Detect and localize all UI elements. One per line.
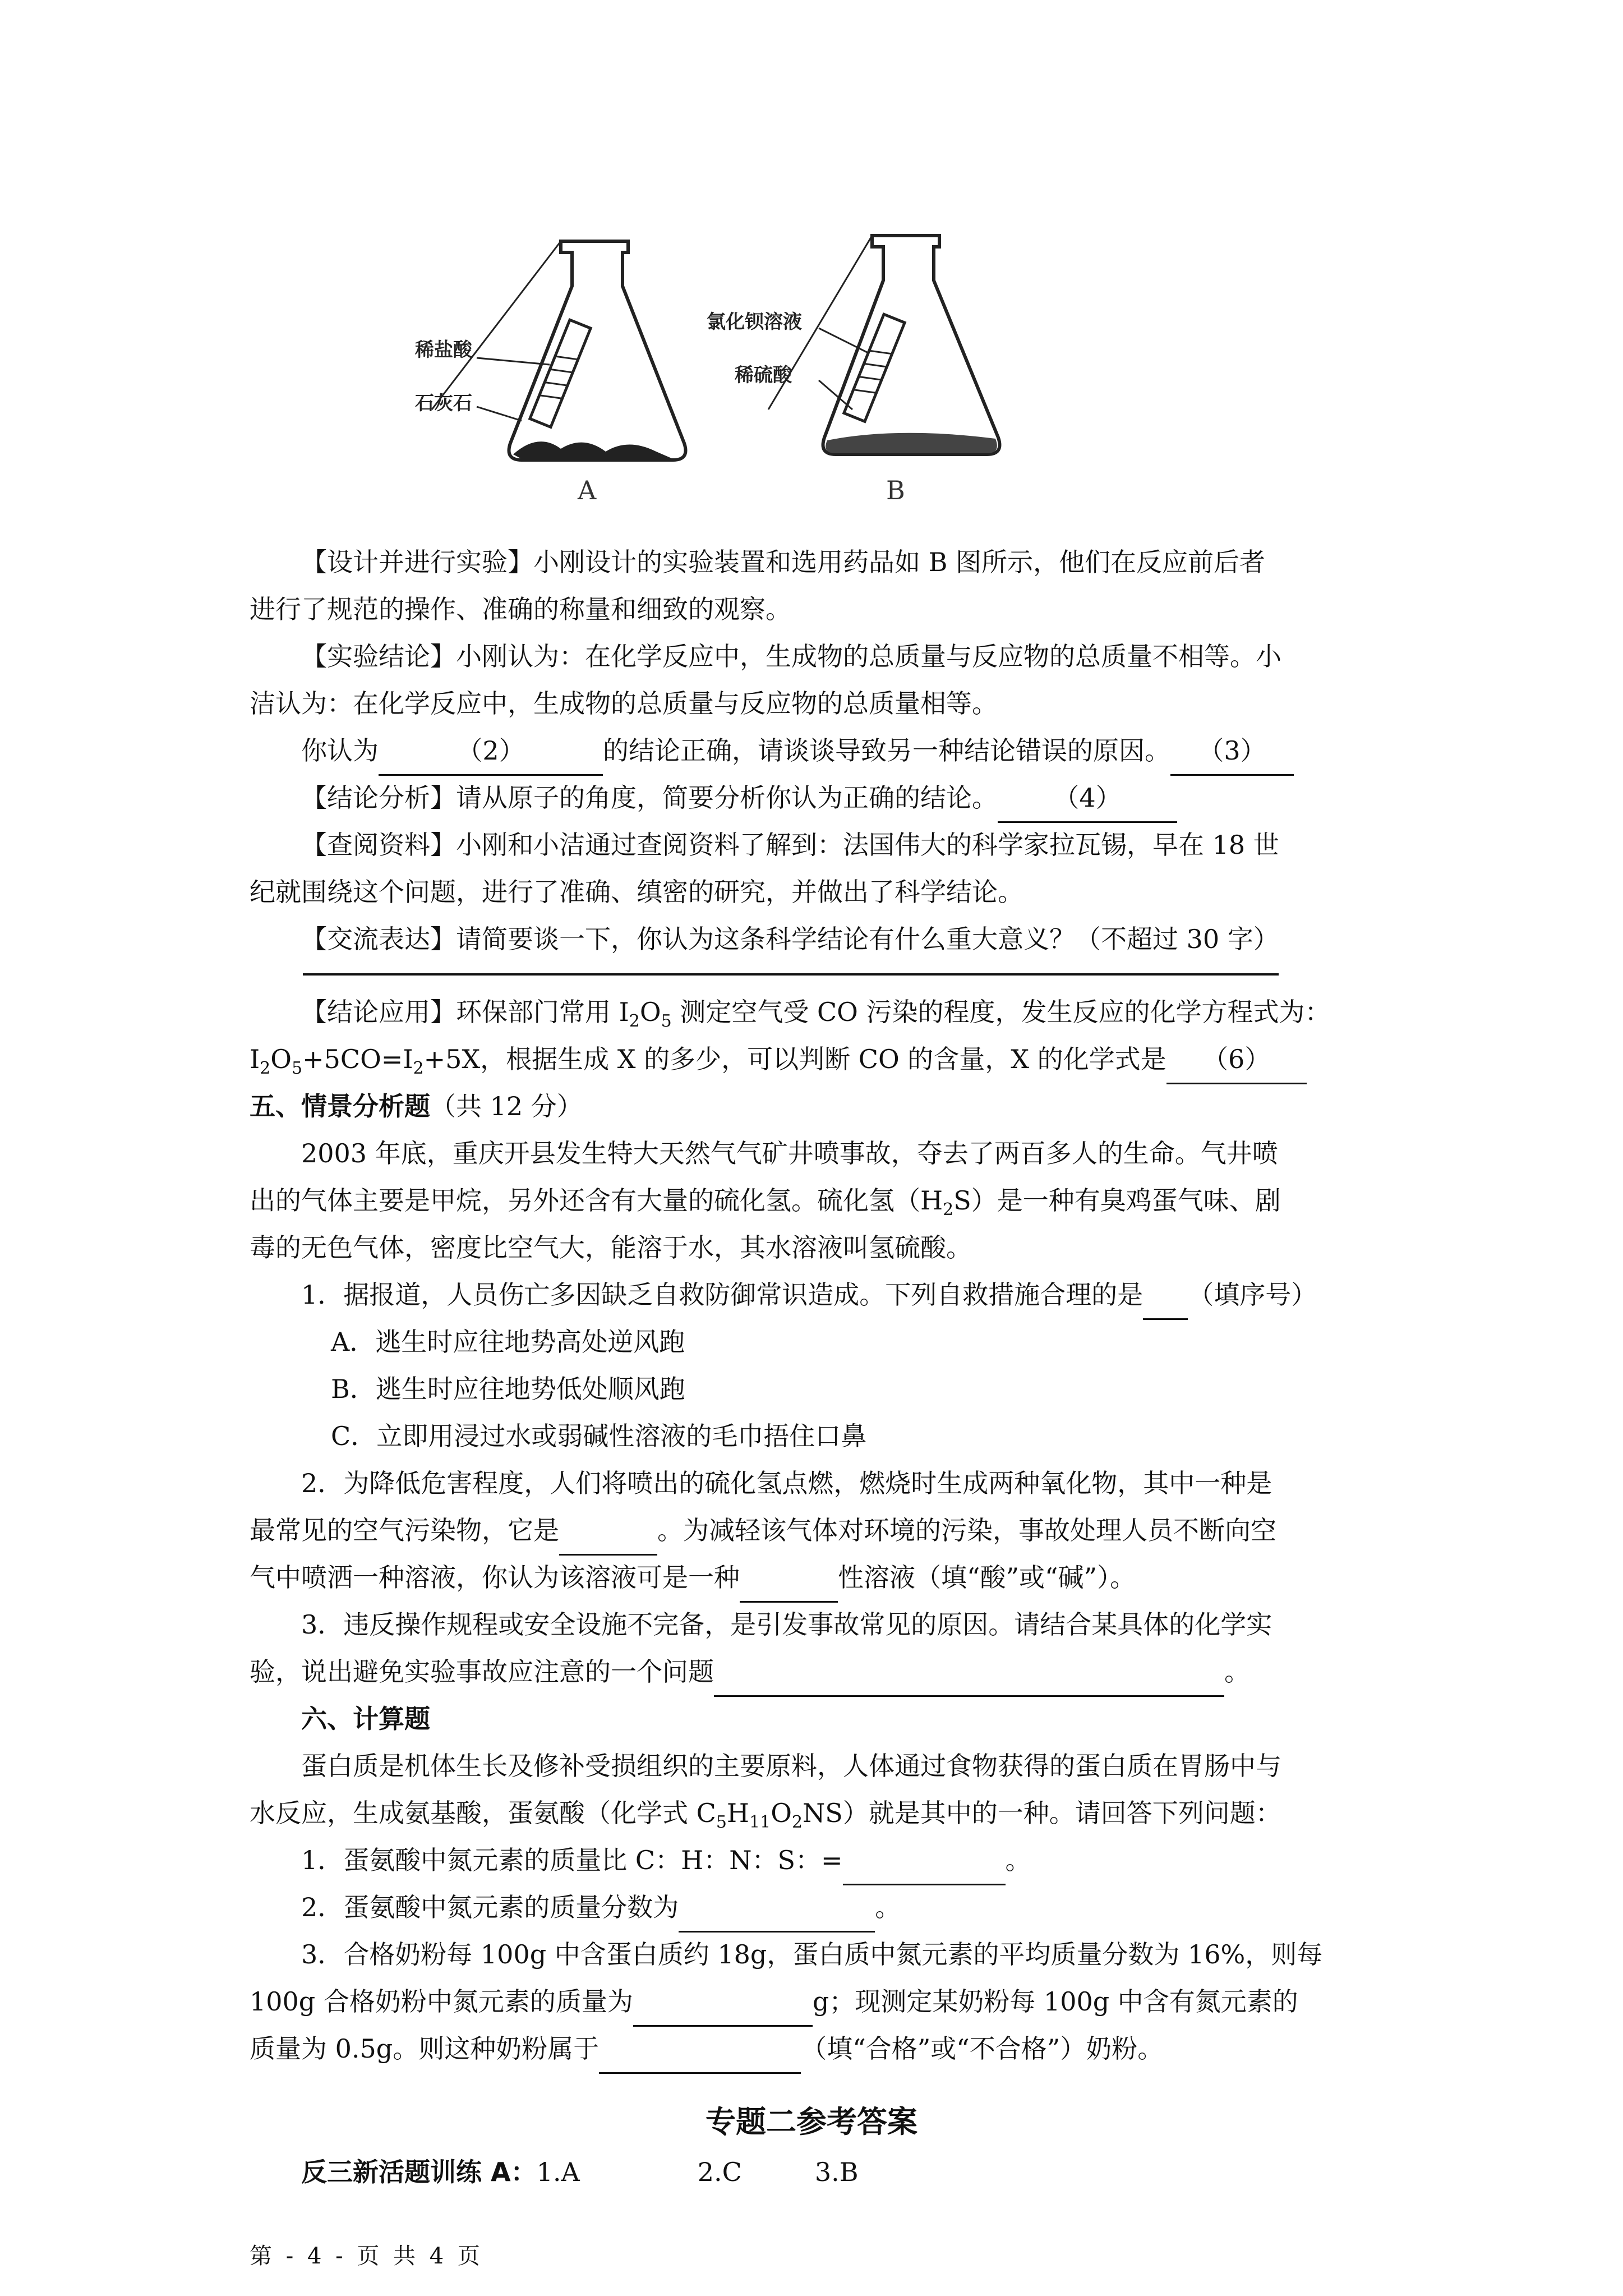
experiment-figure [393,219,1038,510]
s5-q2-blank-1[interactable] [559,1507,657,1556]
answer-blank-2[interactable]: （2） [379,727,603,776]
s6-para-2: 水反应，生成氨基酸，蛋氨酸（化学式 $C_5H_{11}O_2NS$）就是其中的一种。请回答下列问题： [250,1798,1281,1832]
answer-line-5[interactable] [303,973,1279,976]
answers-line: 反三新活题训练 A：1.A 2.C 3.B [301,2157,859,2187]
label-limestone: 石灰石 [415,392,472,415]
s6-question-1: 1．蛋氨酸中氮元素的质量比 C：H：N：S：= 。 [250,1837,1440,1885]
caption-b: B [886,475,905,505]
s5-question-2-line-3: 气中喷洒一种溶液，你认为该溶液可是一种 性溶液（填“酸”或“碱”）。 [250,1554,1388,1603]
s5-option-a: A．逃生时应往地势高处逆风跑 [331,1327,685,1357]
s5-para-2: 出的气体主要是甲烷，另外还含有大量的硫化氢。硫化氢$(H_2S)$是一种有臭鸡蛋气味、剧 [250,1185,1281,1220]
s6-question-3-line-3: 质量为 0.5g。则这种奶粉属于 （填“合格”或“不合格”）奶粉。 [250,2025,1388,2074]
s5-q3-blank[interactable] [714,1648,1224,1697]
s5-para-3: 毒的无色气体，密度比空气大，能溶于水，其水溶液叫氢硫酸。 [250,1232,972,1263]
s5-question-2-line-1: 2．为降低危害程度，人们将喷出的硫化氢点燃，燃烧时生成两种氧化物，其中一种是 [301,1468,1272,1498]
s6-question-3-line-1: 3．合格奶粉每 100g 中含蛋白质约 18g，蛋白质中氮元素的平均质量分数为 16%，则每 [301,1939,1323,1970]
design-line-1: 【设计并进行实验】小刚设计的实验装置和选用药品如 B 图所示，他们在反应前后者 [301,547,1266,577]
opinion-line: 你认为 （2） 的结论正确，请谈谈导致另一种结论错误的原因。 （3） [250,727,1440,776]
s5-question-3-line-1: 3．违反操作规程或安全设施不完备，是引发事故常见的原因。请结合某具体的化学实 [301,1609,1272,1640]
label-hydrochloric-acid: 稀盐酸 [415,339,472,361]
answer-blank-4[interactable]: （4） [998,774,1177,823]
answer-blank-3[interactable]: （3） [1170,727,1294,776]
application-line-1: 【结论应用】环保部门常用 $I_2O_5$ 测定空气受 CO 污染的程度，发生反应的化学方程式为： [301,997,1331,1031]
s5-option-c: C．立即用浸过水或弱碱性溶液的毛巾捂住口鼻 [331,1421,867,1451]
analysis-line: 【结论分析】请从原子的角度，简要分析你认为正确的结论。 （4） [250,774,1440,823]
s6-q3-blank-2[interactable] [599,2025,801,2074]
s5-option-b: B．逃生时应往地势低处顺风跑 [331,1374,685,1404]
application-line-2: $I_2O_5+5CO=I_2+5X$，根据生成 X 的多少，可以判断 CO 的含量，X 的化学式是 （6） [250,1036,1388,1084]
answer-blank-6[interactable]: （6） [1166,1036,1307,1084]
page-footer: 第 - 4 - 页 共 4 页 [250,2243,483,2269]
lookup-line-1: 【查阅资料】小刚和小洁通过查阅资料了解到：法国伟大的科学家拉瓦锡，早在 18 世 [301,830,1279,860]
conclusion-line-1: 【实验结论】小刚认为：在化学反应中，生成物的总质量与反应物的总质量不相等。小 [301,641,1281,671]
s6-question-2: 2．蛋氨酸中氮元素的质量分数为 。 [250,1884,1440,1932]
answers-title: 专题二参考答案 [706,2104,917,2139]
s5-question-1: 1．据报道，人员伤亡多因缺乏自救防御常识造成。下列自救措施合理的是 （填序号） [250,1271,1440,1320]
section-6-heading: 六、计算题 [301,1704,430,1734]
label-dilute-sulfuric-acid: 稀硫酸 [735,364,792,386]
s5-q2-blank-2[interactable] [740,1554,838,1603]
s5-question-3-line-2: 验，说出避免实验事故应注意的一个问题 。 [250,1648,1388,1697]
exchange-line: 【交流表达】请简要谈一下，你认为这条科学结论有什么重大意义？（不超过 30 字） [301,924,1279,954]
flask-b [768,236,1000,454]
lookup-line-2: 纪就围绕这个问题，进行了准确、缜密的研究，并做出了科学结论。 [250,877,1023,907]
section-5-heading: 五、情景分析题（共 12 分） [250,1091,583,1121]
s6-q2-blank[interactable] [679,1884,875,1932]
s6-q3-blank-1[interactable] [633,1978,813,2027]
caption-a: A [578,475,597,505]
design-line-2: 进行了规范的操作、准确的称量和细致的观察。 [250,594,791,624]
s6-question-3-line-2: 100g 合格奶粉中氮元素的质量为 g；现测定某奶粉每 100g 中含有氮元素的 [250,1978,1388,2027]
s5-q1-blank[interactable] [1143,1271,1188,1320]
conclusion-line-2: 洁认为：在化学反应中，生成物的总质量与反应物的总质量相等。 [250,688,998,719]
label-barium-chloride: 氯化钡溶液 [707,311,802,333]
s5-question-2-line-2: 最常见的空气污染物，它是 。为减轻该气体对环境的污染，事故处理人员不断向空 [250,1507,1388,1556]
s6-q1-blank[interactable] [843,1837,1006,1885]
s6-para-1: 蛋白质是机体生长及修补受损组织的主要原料，人体通过食物获得的蛋白质在胃肠中与 [301,1751,1281,1781]
s5-para-1: 2003 年底，重庆开县发生特大天然气气矿井喷事故，夺去了两百多人的生命。气井喷 [301,1138,1278,1168]
